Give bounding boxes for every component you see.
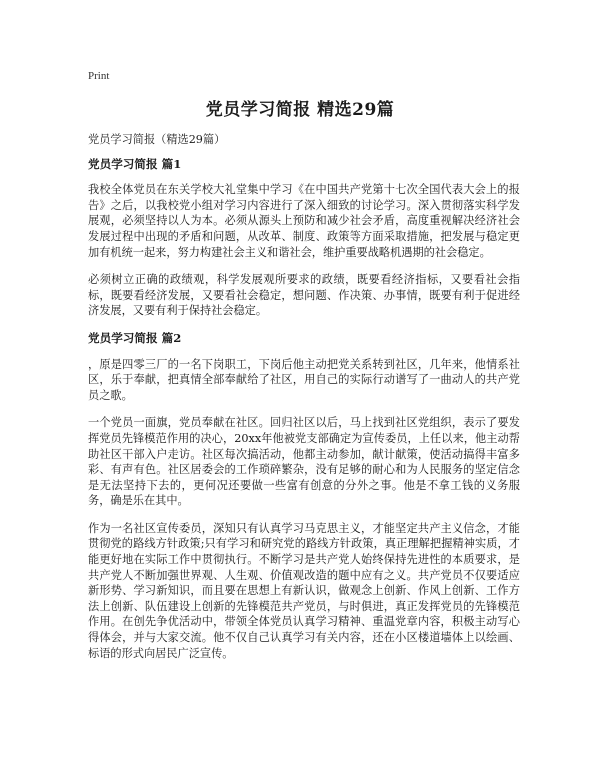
document-body — [88, 132, 520, 673]
section-1 — [88, 157, 520, 319]
paragraph: 我校全体党员在东关学校大礼堂集中学习《在中国共产党第十七次全国代表大会上的报告》之后，以我校党小组对学习内容进行了深入细致的讨论学习。深入贯彻落实科学发展观，必须坚持以人为本。必须从源头上预防和减少社会矛盾，高度重视解决经济社会发展过程中出现的矛盾和问题，从改革、制度、政策等方面采取措施，把发展与稳定更加有机统一起来，努力构建社会主义和谐社会，维护重要战略机遇期的社会稳定。 — [88, 183, 520, 259]
paragraph: 作为一名社区宣传委员，深知只有认真学习马克思主义，才能坚定共产主义信念，才能贯彻党的路线方针政策;只有学习和研究党的路线方针政策，真正理解把握精神实质，才能更好地在实际工作中贯彻执行。不断学习是共产党人始终保持先进性的本质要求，是共产党人不断加强世界观、人生观、价值观改造的题中应有之义。共产党员不仅要适应新形势、学习新知识，而且要在思想上有新认识，做观念上创新、作风上创新、工作方法上创新、队伍建设上创新的先锋模范共产党员，与时俱进，真正发挥党员的先锋模范作用。在创先争优活动中，带领全体党员认真学习精神、重温党章内容，积极主动写心得体会，并与大家交流。他不仅自己认真学习有关内容，还在小区楼道墙体上以绘画、标语的形式向居民广泛宣传。 — [88, 521, 520, 660]
paragraph: 一个党员一面旗，党员奉献在社区。回归社区以后，马上找到社区党组织，表示了要发挥党员先锋模范作用的决心，20xx年他被党支部确定为宣传委员，上任以来，他主动帮助社区干部入户走访。社区每次搞活动，他都主动参加，献计献策，使活动搞得丰富多彩、有声有色。社区居委会的工作琐碎繁杂，没有足够的耐心和为人民服务的坚定信念是无法坚持下去的，更何况还要做一些富有创意的分外之事。他是不拿工钱的义务服务，确是乐在其中。 — [88, 416, 520, 508]
section-2 — [88, 331, 520, 661]
paragraph: ，原是四零三厂的一名下岗职工，下岗后他主动把党关系转到社区，几年来，他情系社区，乐于奉献，把真情全部奉献给了社区，用自己的实际行动谱写了一曲动人的共产党员之歌。 — [88, 357, 520, 402]
document-title: 党员学习简报 精选29篇 — [205, 100, 395, 120]
section-heading: 党员学习简报 篇1 — [88, 156, 182, 171]
print-link[interactable]: Print — [88, 70, 110, 82]
document-subtitle: 党员学习简报（精选29篇） — [88, 133, 226, 146]
section-heading: 党员学习简报 篇2 — [88, 330, 182, 345]
paragraph: 必须树立正确的政绩观，科学发展观所要求的政绩，既要看经济指标，又要看社会指标，既要看经济发展，又要看社会稳定，想问题、作决策、办事情，既要有利于促进经济发展，又要有利于保持社会稳定。 — [88, 273, 520, 318]
